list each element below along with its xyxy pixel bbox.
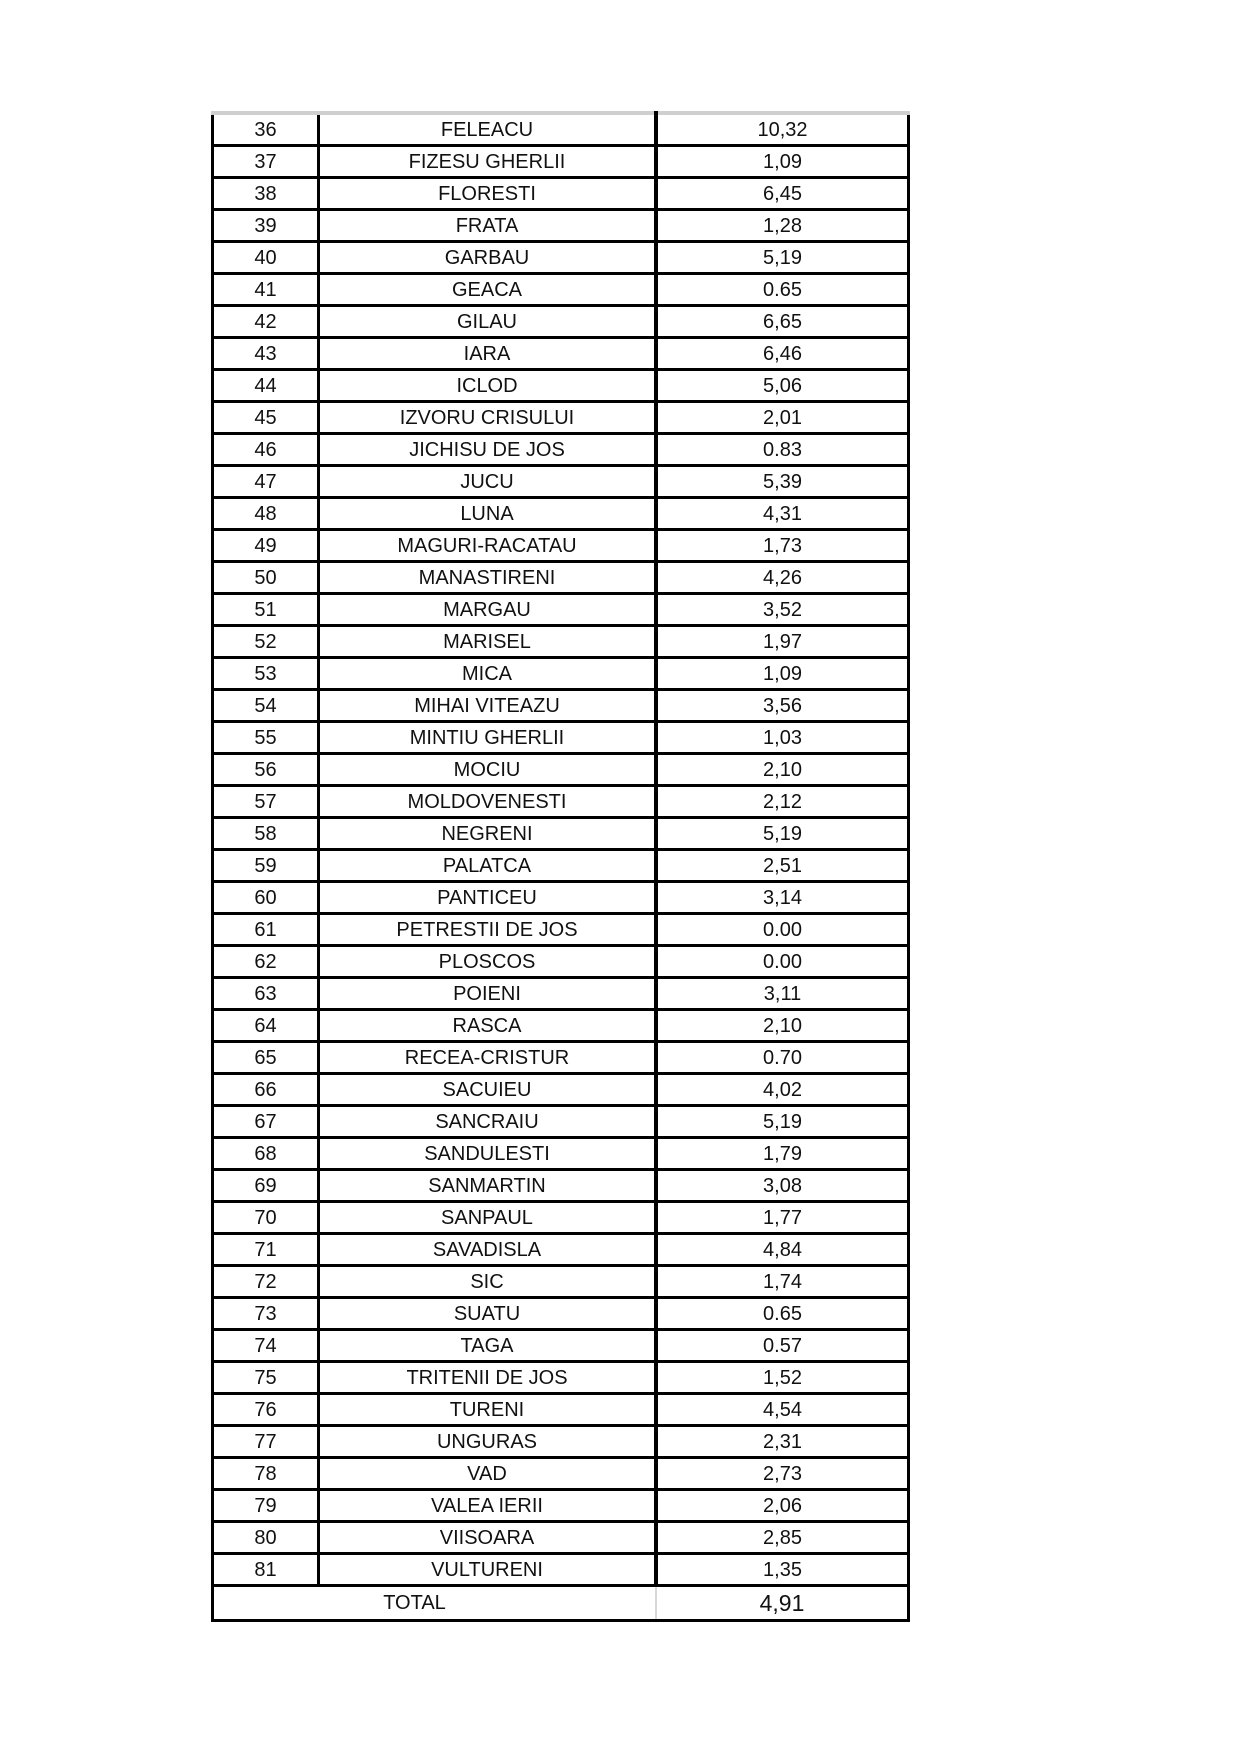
table-row	[213, 690, 909, 722]
row-number: 62	[213, 946, 319, 978]
locality-name: FLORESTI	[319, 178, 657, 210]
table-row	[213, 242, 909, 274]
row-number: 43	[213, 338, 319, 370]
locality-name: SACUIEU	[319, 1074, 657, 1106]
total-label: TOTAL	[213, 1586, 657, 1621]
row-number: 37	[213, 146, 319, 178]
locality-name: MARGAU	[319, 594, 657, 626]
table-row	[213, 1138, 909, 1170]
table-row	[213, 146, 909, 178]
row-value: 1,73	[656, 530, 909, 562]
table-row	[213, 722, 909, 754]
row-number: 73	[213, 1298, 319, 1330]
table-row	[213, 370, 909, 402]
table-row	[213, 274, 909, 306]
table-row	[213, 1330, 909, 1362]
table-row	[213, 946, 909, 978]
row-value: 6,46	[656, 338, 909, 370]
row-value: 1,74	[656, 1266, 909, 1298]
row-number: 47	[213, 466, 319, 498]
row-value: 10,32	[656, 113, 909, 146]
table-row	[213, 1362, 909, 1394]
row-value: 3,56	[656, 690, 909, 722]
row-value: 1,97	[656, 626, 909, 658]
locality-name: MOLDOVENESTI	[319, 786, 657, 818]
table-body	[213, 113, 909, 1621]
locality-name: FRATA	[319, 210, 657, 242]
table-row	[213, 113, 909, 146]
locality-name: MARISEL	[319, 626, 657, 658]
data-table	[211, 111, 910, 1622]
locality-name: PETRESTII DE JOS	[319, 914, 657, 946]
row-value: 2,73	[656, 1458, 909, 1490]
table-row	[213, 434, 909, 466]
row-value: 4,54	[656, 1394, 909, 1426]
locality-name: JICHISU DE JOS	[319, 434, 657, 466]
locality-name: GEACA	[319, 274, 657, 306]
table-row	[213, 786, 909, 818]
row-number: 52	[213, 626, 319, 658]
row-number: 36	[213, 113, 319, 146]
row-value: 2,01	[656, 402, 909, 434]
table-row	[213, 626, 909, 658]
table-row	[213, 914, 909, 946]
row-number: 67	[213, 1106, 319, 1138]
table-row	[213, 1106, 909, 1138]
row-value: 1,79	[656, 1138, 909, 1170]
locality-name: PANTICEU	[319, 882, 657, 914]
row-value: 5,39	[656, 466, 909, 498]
locality-name: SANDULESTI	[319, 1138, 657, 1170]
row-number: 64	[213, 1010, 319, 1042]
locality-name: MAGURI-RACATAU	[319, 530, 657, 562]
row-number: 78	[213, 1458, 319, 1490]
row-value: 5,19	[656, 818, 909, 850]
table-row	[213, 1010, 909, 1042]
row-number: 42	[213, 306, 319, 338]
row-number: 74	[213, 1330, 319, 1362]
row-value: 1,35	[656, 1554, 909, 1586]
locality-name: SANPAUL	[319, 1202, 657, 1234]
table-row	[213, 530, 909, 562]
locality-name: SANMARTIN	[319, 1170, 657, 1202]
locality-name: IZVORU CRISULUI	[319, 402, 657, 434]
locality-name: SUATU	[319, 1298, 657, 1330]
locality-name: PALATCA	[319, 850, 657, 882]
table-row	[213, 1394, 909, 1426]
total-value: 4,91	[759, 1590, 805, 1616]
row-value: 2,31	[656, 1426, 909, 1458]
row-number: 71	[213, 1234, 319, 1266]
row-number: 81	[213, 1554, 319, 1586]
locality-name: SANCRAIU	[319, 1106, 657, 1138]
row-value: 2,51	[656, 850, 909, 882]
row-value: 2,12	[656, 786, 909, 818]
row-value: 0.65	[656, 274, 909, 306]
row-number: 53	[213, 658, 319, 690]
table-row	[213, 658, 909, 690]
row-value: 0.83	[656, 434, 909, 466]
locality-name: FELEACU	[319, 113, 657, 146]
row-number: 55	[213, 722, 319, 754]
table-row	[213, 402, 909, 434]
locality-name: VULTURENI	[319, 1554, 657, 1586]
row-value: 0.65	[656, 1298, 909, 1330]
row-number: 68	[213, 1138, 319, 1170]
table-row	[213, 1266, 909, 1298]
row-value: 2,10	[656, 1010, 909, 1042]
row-value: 4,02	[656, 1074, 909, 1106]
row-value: 6,45	[656, 178, 909, 210]
locality-name: VALEA IERII	[319, 1490, 657, 1522]
table-row	[213, 594, 909, 626]
row-value: 5,19	[656, 242, 909, 274]
locality-name: UNGURAS	[319, 1426, 657, 1458]
row-value: 1,77	[656, 1202, 909, 1234]
row-value: 1,09	[656, 146, 909, 178]
row-value: 3,52	[656, 594, 909, 626]
row-number: 75	[213, 1362, 319, 1394]
row-number: 69	[213, 1170, 319, 1202]
table-row	[213, 210, 909, 242]
locality-name: LUNA	[319, 498, 657, 530]
row-number: 77	[213, 1426, 319, 1458]
table-row	[213, 562, 909, 594]
locality-name: RECEA-CRISTUR	[319, 1042, 657, 1074]
row-number: 59	[213, 850, 319, 882]
locality-name: MINTIU GHERLII	[319, 722, 657, 754]
row-value: 5,06	[656, 370, 909, 402]
row-value: 2,10	[656, 754, 909, 786]
row-number: 49	[213, 530, 319, 562]
row-number: 46	[213, 434, 319, 466]
table-row	[213, 1458, 909, 1490]
locality-name: RASCA	[319, 1010, 657, 1042]
locality-name: JUCU	[319, 466, 657, 498]
table-row	[213, 498, 909, 530]
locality-name: ICLOD	[319, 370, 657, 402]
table-row	[213, 1522, 909, 1554]
row-number: 44	[213, 370, 319, 402]
row-number: 54	[213, 690, 319, 722]
locality-name: MOCIU	[319, 754, 657, 786]
locality-name: FIZESU GHERLII	[319, 146, 657, 178]
locality-name: IARA	[319, 338, 657, 370]
row-number: 40	[213, 242, 319, 274]
row-value: 1,52	[656, 1362, 909, 1394]
row-value: 2,85	[656, 1522, 909, 1554]
row-value: 6,65	[656, 306, 909, 338]
row-value: 0.00	[656, 914, 909, 946]
row-value: 3,08	[656, 1170, 909, 1202]
locality-name: MIHAI VITEAZU	[319, 690, 657, 722]
table-row	[213, 882, 909, 914]
table-row	[213, 1490, 909, 1522]
row-value: 0.00	[656, 946, 909, 978]
row-number: 41	[213, 274, 319, 306]
row-number: 45	[213, 402, 319, 434]
row-number: 57	[213, 786, 319, 818]
locality-name: POIENI	[319, 978, 657, 1010]
locality-name: GILAU	[319, 306, 657, 338]
row-number: 70	[213, 1202, 319, 1234]
row-value: 4,26	[656, 562, 909, 594]
locality-name: MICA	[319, 658, 657, 690]
locality-name: TAGA	[319, 1330, 657, 1362]
row-value: 0.57	[656, 1330, 909, 1362]
table-row	[213, 818, 909, 850]
row-number: 65	[213, 1042, 319, 1074]
row-number: 79	[213, 1490, 319, 1522]
table-row	[213, 1426, 909, 1458]
row-number: 63	[213, 978, 319, 1010]
locality-name: VAD	[319, 1458, 657, 1490]
row-value: 3,11	[656, 978, 909, 1010]
table-row	[213, 754, 909, 786]
row-number: 60	[213, 882, 319, 914]
locality-name: GARBAU	[319, 242, 657, 274]
table-row	[213, 338, 909, 370]
table-row	[213, 1074, 909, 1106]
locality-name: SIC	[319, 1266, 657, 1298]
locality-name: TURENI	[319, 1394, 657, 1426]
locality-name: PLOSCOS	[319, 946, 657, 978]
table-row	[213, 178, 909, 210]
table-row	[213, 306, 909, 338]
row-number: 72	[213, 1266, 319, 1298]
table-row	[213, 466, 909, 498]
table-row	[213, 1042, 909, 1074]
row-number: 56	[213, 754, 319, 786]
row-value: 1,09	[656, 658, 909, 690]
locality-name: TRITENII DE JOS	[319, 1362, 657, 1394]
row-number: 61	[213, 914, 319, 946]
row-number: 80	[213, 1522, 319, 1554]
locality-name: SAVADISLA	[319, 1234, 657, 1266]
row-number: 50	[213, 562, 319, 594]
table-row	[213, 1554, 909, 1586]
row-number: 51	[213, 594, 319, 626]
row-value: 1,03	[656, 722, 909, 754]
table-row	[213, 1298, 909, 1330]
row-number: 58	[213, 818, 319, 850]
table-row	[213, 978, 909, 1010]
table-row	[213, 1234, 909, 1266]
table-row	[213, 1170, 909, 1202]
row-value: 1,28	[656, 210, 909, 242]
total-row	[213, 1586, 909, 1621]
locality-name: VIISOARA	[319, 1522, 657, 1554]
row-number: 48	[213, 498, 319, 530]
locality-name: MANASTIRENI	[319, 562, 657, 594]
row-value: 0.70	[656, 1042, 909, 1074]
row-number: 38	[213, 178, 319, 210]
locality-name: NEGRENI	[319, 818, 657, 850]
row-number: 39	[213, 210, 319, 242]
row-value: 5,19	[656, 1106, 909, 1138]
row-value: 4,31	[656, 498, 909, 530]
row-value: 2,06	[656, 1490, 909, 1522]
table-row	[213, 850, 909, 882]
row-number: 76	[213, 1394, 319, 1426]
row-value: 3,14	[656, 882, 909, 914]
table-row	[213, 1202, 909, 1234]
row-number: 66	[213, 1074, 319, 1106]
row-value: 4,84	[656, 1234, 909, 1266]
